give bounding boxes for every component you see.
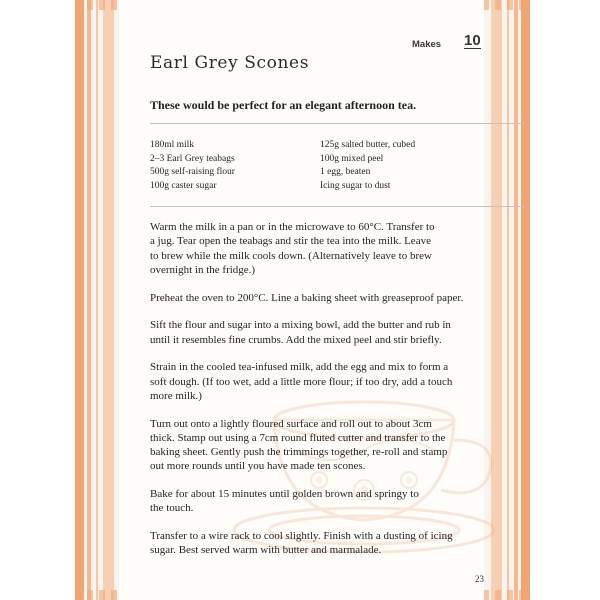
method-line: Strain in the cooled tea-infused milk, add the egg and mix to form a [150,361,449,374]
method-line: Warm the milk in a pan or in the microwave to 60°C. Transfer to [150,221,435,233]
recipe-title: Earl Grey Scones [150,53,310,73]
makes-count: 10 [464,32,481,49]
method-line: soft dough. (If too wet, add a little more flour; if too dry, add a touch [150,375,453,388]
method-line: baking sheet. Gently push the trimmings together, re-roll and stamp [150,446,448,459]
makes-label: Makes [412,39,442,50]
border-stripe [96,0,98,600]
ingredients-column-right [320,139,415,193]
method-line: to brew while the milk cools down. (Alternatively leave to brew [150,249,432,262]
ingredient-item: 180ml milk [150,140,195,150]
ingredient-item: 2–3 Earl Grey teabags [150,153,235,164]
border-stripe [514,0,518,600]
method-paragraph [150,291,470,305]
method-paragraph [150,360,470,403]
method-line: until it resembles fine crumbs. Add the mixed peel and stir briefly. [150,333,442,346]
divider [150,123,525,124]
method-line: Bake for about 15 minutes until golden brown and springy to [150,488,419,501]
page-number: 23 [475,574,484,584]
method-paragraph [150,417,470,474]
method-line: more milk.) [150,389,202,402]
ingredient-item: 1 egg, beaten [320,167,371,177]
method-line: the touch. [150,502,194,515]
ingredient-item: 100g mixed peel [320,153,384,164]
border-stripe [75,0,84,600]
method-line: Transfer to a wire rack to cool slightly. Finish with a dusting of icing [150,530,453,543]
method-line: sugar. Best served warm with butter and marmalade. [150,544,382,557]
method-line: Sift the flour and sugar into a mixing bowl, add the butter and rub in [150,319,451,332]
method-line: Preheat the oven to 200°C. Line a baking sheet with greaseproof paper. [150,291,464,304]
method-line: thick. Stamp out using a 7cm round fluted cutter and transfer to the [150,431,446,444]
method-paragraph [150,220,470,277]
method-line: Turn out onto a lightly floured surface and roll out to about 3cm [150,417,432,430]
method-paragraph [150,529,470,558]
method-paragraph [150,318,470,347]
divider [150,206,525,207]
border-stripe [521,0,530,600]
method-line: a jug. Tear open the teabags and stir the tea into the milk. Leave [150,235,431,248]
recipe-intro: These would be perfect for an elegant afternoon tea. [150,98,417,112]
method-line: overnight in the fridge.) [150,263,256,276]
method-line: out more rounds until you have made ten scones. [150,460,366,473]
ingredient-item: 125g salted butter, cubed [320,140,416,150]
ingredient-item: 100g caster sugar [150,180,217,191]
border-stripe [87,0,91,600]
method-paragraph [150,487,470,516]
ingredient-item: 500g self-raising flour [150,167,235,177]
method-steps [150,220,470,571]
cookbook-page [75,0,530,600]
ingredient-item: Icing sugar to dust [320,180,391,191]
ingredients-column-left [150,139,235,193]
border-stripe [103,0,114,600]
